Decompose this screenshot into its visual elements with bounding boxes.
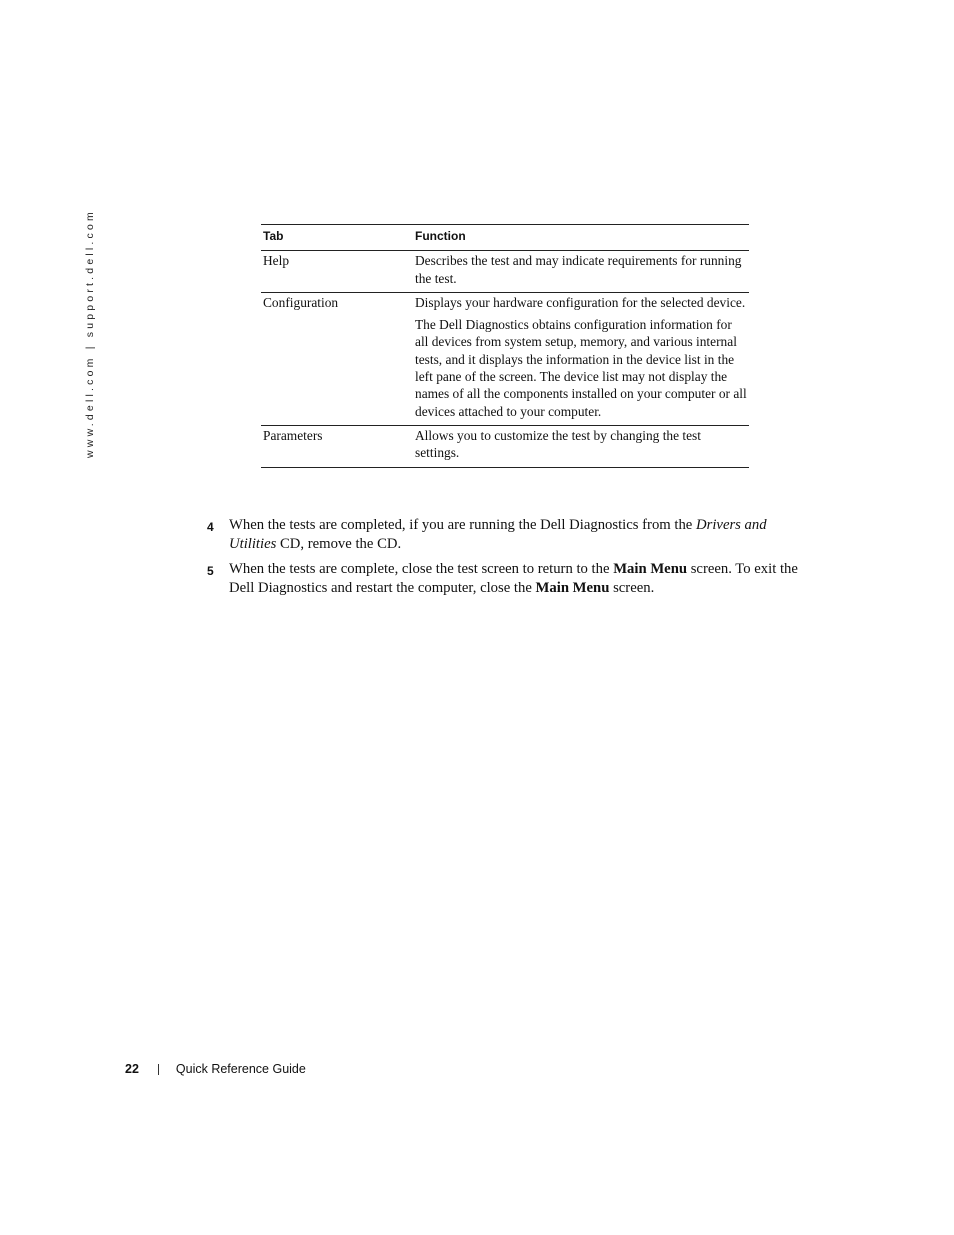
step-item bbox=[207, 516, 813, 554]
function-text: The Dell Diagnostics obtains configuration information for all devices from system setup, memory, and various internal tests, and it displays the information in the device list in the left pane of the screen. The device list may not display the names of all the components installed on your computer or all devices attached to your computer. bbox=[415, 317, 747, 419]
page-number: 22 bbox=[125, 1062, 139, 1076]
main-menu-term: Main Menu bbox=[535, 580, 610, 596]
function-cell bbox=[413, 251, 749, 293]
step-text bbox=[229, 516, 813, 554]
function-text: Allows you to customize the test by changing the test settings. bbox=[415, 427, 701, 461]
guide-title: Quick Reference Guide bbox=[175, 1062, 306, 1076]
step-text-part: screen. To exit the Dell Diagnostics and restart the computer, close the bbox=[229, 561, 798, 596]
tab-name-cell: Parameters bbox=[261, 425, 413, 467]
function-cell bbox=[413, 425, 749, 467]
step-text-part: When the tests are complete, close the test screen to return to the bbox=[229, 561, 614, 577]
function-text: Describes the test and may indicate requirements for running the test. bbox=[415, 253, 742, 286]
table-row bbox=[261, 251, 749, 293]
step-number: 4 bbox=[207, 520, 214, 534]
tab-name-cell: Configuration bbox=[261, 292, 413, 425]
step-number: 5 bbox=[207, 564, 214, 578]
side-url: www.dell.com | support.dell.com bbox=[84, 209, 96, 458]
function-text: Displays your hardware configuration for the selected device. bbox=[415, 294, 746, 310]
step-text-part: CD, remove the CD. bbox=[276, 536, 402, 552]
cd-name: Drivers and Utilities bbox=[229, 517, 767, 552]
step-list bbox=[207, 516, 813, 604]
function-cell bbox=[413, 292, 749, 425]
footer-separator bbox=[158, 1064, 159, 1075]
table-row bbox=[261, 292, 749, 425]
header-function: Function bbox=[413, 225, 749, 251]
diagnostics-tab-table bbox=[261, 224, 749, 468]
step-text-part: When the tests are completed, if you are running the Dell Diagnostics from the bbox=[229, 517, 697, 533]
step-text bbox=[229, 560, 813, 598]
table-header-row bbox=[261, 225, 749, 251]
header-tab: Tab bbox=[261, 225, 413, 251]
page-footer bbox=[125, 1062, 306, 1076]
step-text-part: screen. bbox=[609, 580, 655, 596]
main-menu-term: Main Menu bbox=[613, 561, 688, 577]
step-item bbox=[207, 560, 813, 598]
table-row bbox=[261, 425, 749, 467]
tab-name-cell: Help bbox=[261, 251, 413, 293]
